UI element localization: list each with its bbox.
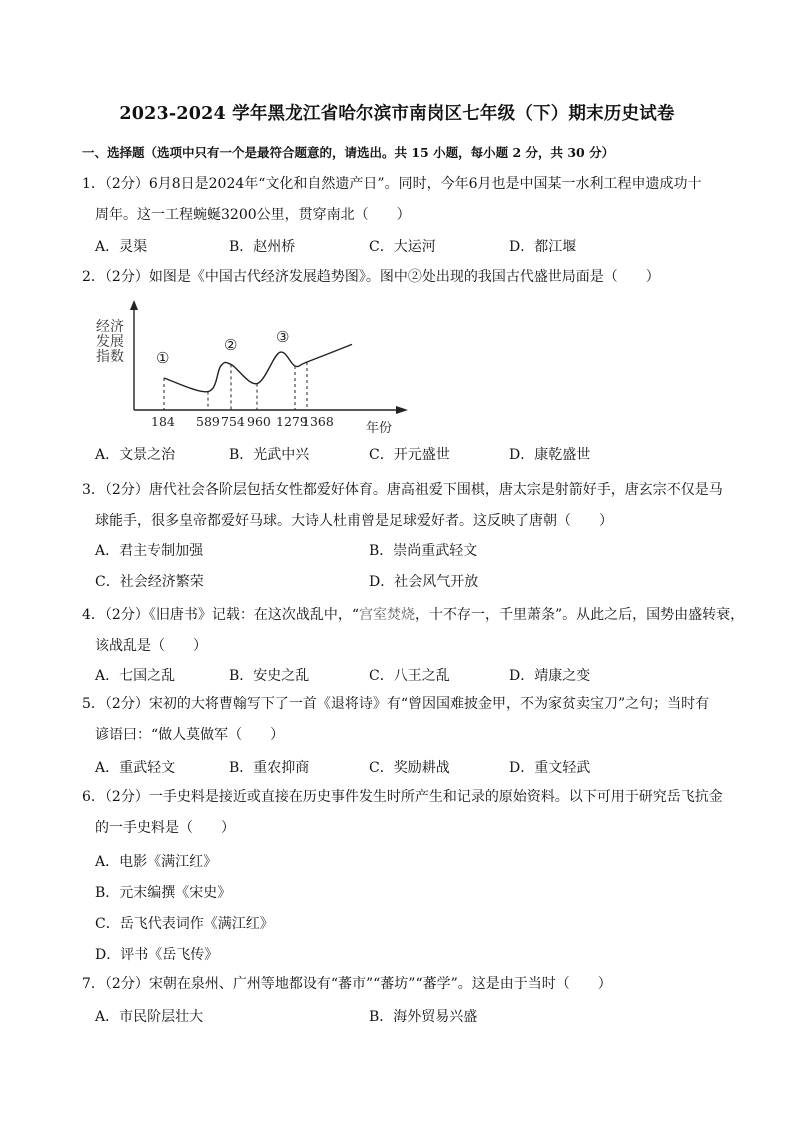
option-a[interactable]: A．七国之乱 [95,668,176,684]
option-a[interactable]: A．灵渠 [95,239,148,255]
option-b[interactable]: B．崇尚重武轻文 [369,543,478,559]
question-2-line-1: 2．（2分）如图是《中国古代经济发展趋势图》。图中②处出现的我国古代盛世局面是（ ） [82,269,660,285]
x-tick-184: 184 [151,414,175,429]
option-a[interactable]: A．市民阶层壮大 [95,1009,204,1025]
section-heading: 一、选择题（选项中只有一个是最符合题意的，请选出。共 15 小题，每小题 2 分，共 30 分） [82,145,615,160]
annotation-2: ② [224,336,238,354]
x-tick-589: 589 [196,414,220,429]
option-b[interactable]: B．光武中兴 [229,447,310,463]
x-axis-arrow [396,406,408,414]
x-tick-960: 960 [247,414,271,429]
option-b[interactable]: B．海外贸易兴盛 [369,1009,478,1025]
question-6 [82,782,722,844]
question-3-line-2: 球能手，很多皇帝都爱好马球。大诗人杜甫曾是足球爱好者。这反映了唐朝（ ） [95,513,613,529]
question-3 [82,475,722,537]
option-a[interactable]: A．君主专制加强 [95,543,204,559]
question-4 [82,600,745,662]
option-d[interactable]: D．社会风气开放 [369,574,479,590]
option-d[interactable]: D．康乾盛世 [509,447,591,463]
question-5-line-1: 5．（2分）宋初的大将曹翰写下了一首《退将诗》有“曾因国难披金甲，不为家贫卖宝刀”之句；当时有 [82,696,710,712]
x-tick-labels [151,414,334,429]
y-label-line-2: 发展 [96,334,124,350]
y-label-line-1: 经济 [96,319,124,335]
annotation-3: ③ [276,328,290,346]
option-d[interactable]: D．重文轻武 [509,760,591,776]
option-c[interactable]: C．大运河 [369,239,436,255]
y-axis-label [96,318,124,365]
x-tick-1368: 1368 [302,414,334,429]
option-b[interactable]: B．安史之乱 [229,668,310,684]
x-tick-754: 754 [221,414,245,429]
option-c[interactable]: C．八王之乱 [369,668,450,684]
economic-trend-chart [88,298,418,438]
question-1 [82,169,722,231]
annotation-1: ① [156,349,170,367]
question-4-line-2: 该战乱是（ ） [95,638,207,654]
question-1-line-1: 1．（2分）6月8日是2024年“文化和自然遗产日”。同时，今年6月也是中国某一水利工程申遗成功十 [82,176,702,192]
y-label-line-3: 指数 [96,349,124,365]
option-a[interactable]: A．文景之治 [95,447,176,463]
option-c[interactable]: C．社会经济繁荣 [95,574,204,590]
question-4-line-1 [82,600,745,631]
question-6-line-1: 6．（2分）一手史料是接近或直接在历史事件发生时所产生和记录的原始资料。以下可用于研究岳飞抗金 [82,789,723,805]
question-5-line-2: 谚语曰：“做人莫做军（ ） [95,727,285,743]
trend-curve [164,344,352,391]
x-axis-label: 年份 [366,421,393,436]
option-c[interactable]: C．开元盛世 [369,447,450,463]
option-a[interactable]: A．重武轻文 [95,760,176,776]
option-b[interactable]: B．元末编撰《宋史》 [95,885,232,901]
question-7 [82,969,722,1000]
question-2 [82,262,722,293]
y-axis-arrow [130,300,138,310]
question-6-line-2: 的一手史料是（ ） [95,820,235,836]
question-5 [82,689,722,751]
question-4-text-a: 4．（2分）《旧唐书》记载：在这次战乱中，“ [82,607,359,623]
option-b[interactable]: B．重农抑商 [229,760,310,776]
option-d[interactable]: D．靖康之变 [509,668,591,684]
option-a[interactable]: A．电影《满江红》 [95,854,218,870]
exam-title: 2023-2024 学年黑龙江省哈尔滨市南岗区七年级（下）期末历史试卷 [119,104,675,124]
option-b[interactable]: B．赵州桥 [229,239,296,255]
x-tick-1279: 1279 [276,414,308,429]
question-1-line-2: 周年。这一工程蜿蜒3200公里，贯穿南北（ ） [95,207,411,223]
question-3-line-1: 3．（2分）唐代社会各阶层包括女性都爱好体育。唐高祖爱下围棋，唐太宗是射箭好手，唐玄宗不仅是马 [82,482,723,498]
question-4-highlight: 宫室焚烧 [358,607,415,623]
option-d[interactable]: D．评书《岳飞传》 [95,947,219,963]
question-7-line-1: 7．（2分）宋朝在泉州、广州等地都设有“蕃市”“蕃坊”“蕃学”。这是由于当时（ ） [82,976,612,992]
option-d[interactable]: D．都江堰 [509,239,577,255]
question-4-text-b: ，十不存一，千里萧条”。从此之后，国势由盛转衰， [414,607,745,623]
option-c[interactable]: C．奖励耕战 [369,760,450,776]
option-c[interactable]: C．岳飞代表词作《满江红》 [95,916,274,932]
